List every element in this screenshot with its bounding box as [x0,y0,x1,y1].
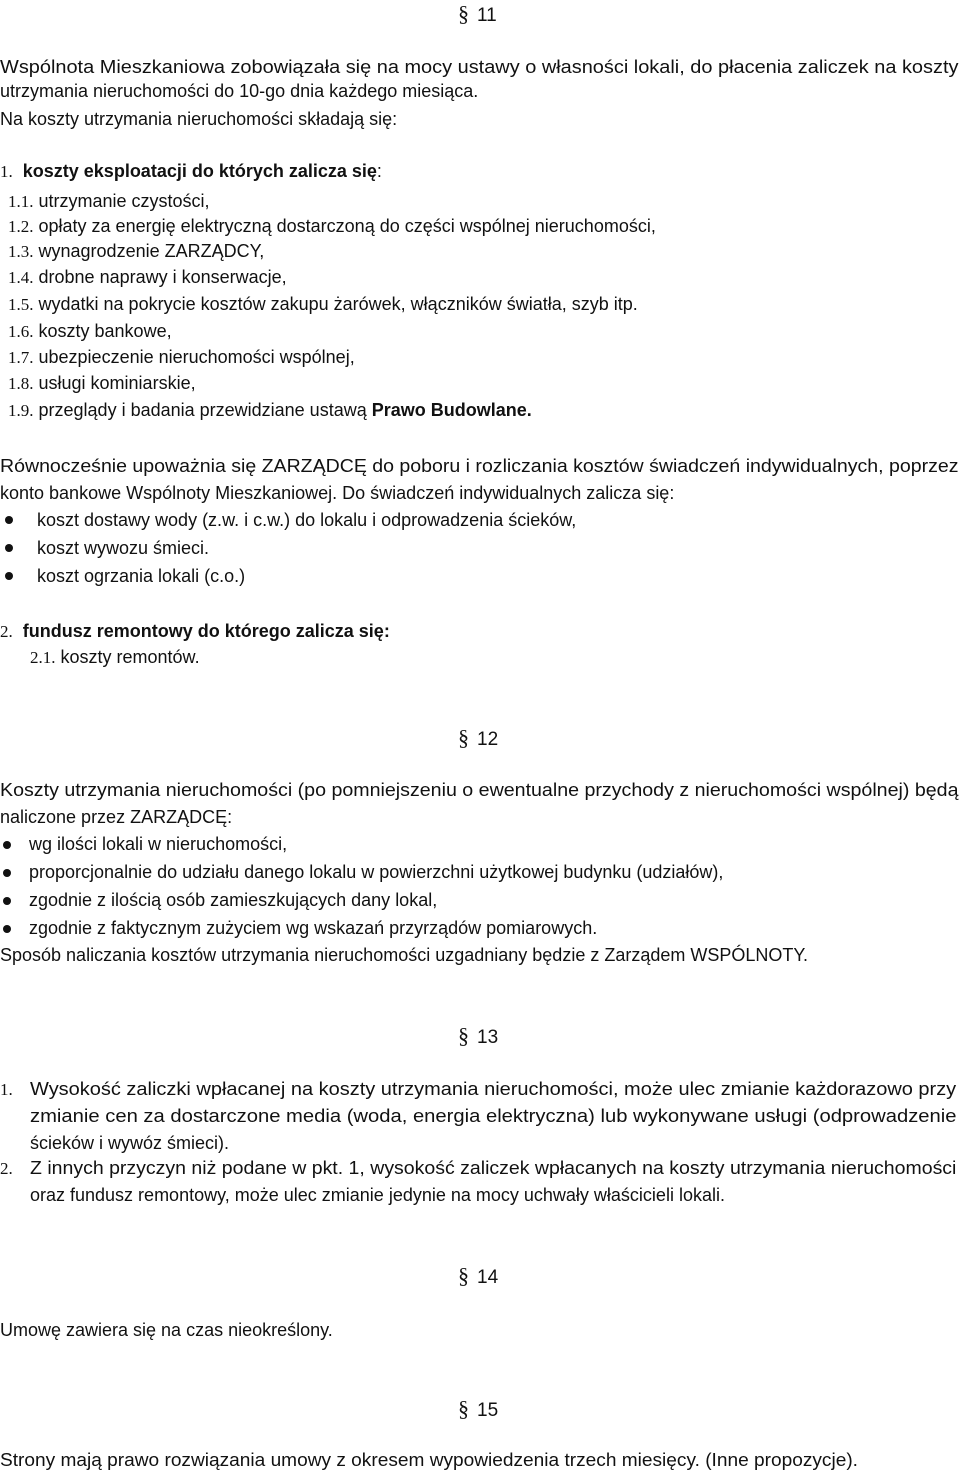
section-symbol: § [458,725,469,750]
s13-point-1-number: 1. [0,1080,13,1099]
section-13-heading [458,1024,498,1050]
s13-point-2-line-1: Z innych przyczyn niż podane w pkt. 1, wysokość zaliczek wpłacanych na koszty utrzymania nieruchomości [30,1158,957,1178]
sub-item [8,190,210,213]
sub-item-number: 1.1. [8,192,34,211]
s13-point-1-line-2: zmianie cen za dostarczone media (woda, energia elektryczna) lub wykonywane usługi (odprowadzenie [30,1106,957,1126]
bullet-icon [3,925,11,933]
sub-item-number: 1.7. [8,348,34,367]
sub-item-number: 1.8. [8,374,34,393]
s12-closing: Sposób naliczania kosztów utrzymania nieruchomości uzgadniany będzie z Zarządem WSPÓLNOTY. [0,945,809,965]
sub-item-text: drobne naprawy i konserwacje, [38,267,287,287]
section-14-heading [458,1264,498,1290]
sub-item [8,293,638,316]
sub-item [8,266,287,289]
sub-item [8,240,264,263]
s11-intro-line-3: Na koszty utrzymania nieruchomości składają się: [0,109,398,129]
law-name: Prawo Budowlane. [371,400,532,420]
s11-item-2 [0,620,390,643]
bullet-icon [5,572,13,580]
sub-item [8,320,172,343]
bullet-item: koszt wywozu śmieci. [37,538,210,558]
bullet-item: zgodnie z faktycznym zużyciem wg wskazań przyrządów pomiarowych. [29,918,598,938]
sub-item-number: 1.5. [8,295,34,314]
sub-item [8,399,532,422]
sub-item-text: przeglądy i badania przewidziane ustawą [38,400,367,420]
item-title: koszty eksploatacji do których zalicza się [22,161,377,181]
s13-point-1-line-1: Wysokość zaliczki wpłacanej na koszty utrzymania nieruchomości, może ulec zmianie każdorazowo przy [30,1079,957,1099]
sub-item-number: 1.6. [8,322,34,341]
item-title: fundusz remontowy do którego zalicza się: [22,621,390,641]
s11-intro-line-1: Wspólnota Mieszkaniowa zobowiązała się na mocy ustawy o własności lokali, do płacenia zaliczek na koszty [0,57,959,77]
section-number: 13 [477,1027,499,1048]
sub-item-text: opłaty za energię elektryczną dostarczoną do części wspólnej nieruchomości, [38,216,656,236]
s12-line-2: naliczone przez ZARZĄDCĘ: [0,807,233,827]
section-15-heading [458,1397,498,1423]
sub-item-text: koszty remontów. [60,647,200,667]
s11-item-2-sub [30,646,200,669]
section-11-heading [458,2,497,28]
s11-item-1 [0,160,382,183]
sub-item-text: wydatki na pokrycie kosztów zakupu żarówek, włączników światła, szyb itp. [38,294,638,314]
sub-item-number: 1.2. [8,217,34,236]
bullet-item: koszt dostawy wody (z.w. i c.w.) do lokalu i odprowadzenia ścieków, [37,510,577,530]
s15-text: Strony mają prawo rozwiązania umowy z okresem wypowiedzenia trzech miesięcy. (Inne propozycje). [0,1450,858,1470]
s11-intro-line-2: utrzymania nieruchomości do 10-go dnia każdego miesiąca. [0,81,479,101]
section-12-heading [458,726,498,752]
item-colon: : [376,161,382,181]
s11-para-line-1: Równocześnie upoważnia się ZARZĄDCĘ do poboru i rozliczania kosztów świadczeń indywidualnych, poprzez [0,456,959,476]
s13-point-1-line-3: ścieków i wywóz śmieci). [30,1133,230,1153]
sub-item-text: utrzymanie czystości, [38,191,210,211]
sub-item-number: 1.3. [8,242,34,261]
sub-item-text: usługi kominiarskie, [38,373,196,393]
sub-item [8,372,196,395]
s12-line-1: Koszty utrzymania nieruchomości (po pomniejszeniu o ewentualne przychody z nieruchomości wspólnej) będą [0,780,959,800]
sub-item-text: koszty bankowe, [38,321,172,341]
item-number: 1. [0,162,13,181]
section-number: 15 [477,1400,499,1421]
item-number: 2. [0,622,13,641]
bullet-item: proporcjonalnie do udziału danego lokalu w powierzchni użytkowej budynku (udziałów), [29,862,724,882]
section-symbol: § [458,1396,469,1421]
s13-point-2-line-2: oraz fundusz remontowy, może ulec zmianie jedynie na mocy uchwały właścicieli lokali. [30,1185,725,1205]
sub-item-number: 1.4. [8,268,34,287]
section-number: 12 [477,729,499,750]
section-number: 14 [477,1267,499,1288]
sub-item-text: ubezpieczenie nieruchomości wspólnej, [38,347,355,367]
sub-item-text: wynagrodzenie ZARZĄDCY, [38,241,265,261]
section-number: 11 [477,5,497,26]
bullet-icon [3,841,11,849]
section-symbol: § [458,1263,469,1288]
sub-item-number: 2.1. [30,648,56,667]
bullet-item: wg ilości lokali w nieruchomości, [29,834,288,854]
sub-item [8,215,656,238]
bullet-icon [3,869,11,877]
bullet-item: koszt ogrzania lokali (c.o.) [37,566,246,586]
sub-item [8,346,355,369]
s14-text: Umowę zawiera się na czas nieokreślony. [0,1320,333,1340]
s11-para-line-2: konto bankowe Wspólnoty Mieszkaniowej. Do świadczeń indywidualnych zalicza się: [0,483,675,503]
bullet-item: zgodnie z ilością osób zamieszkujących dany lokal, [29,890,438,910]
section-symbol: § [458,1023,469,1048]
bullet-icon [5,544,13,552]
bullet-icon [3,897,11,905]
s13-point-2-number: 2. [0,1159,13,1178]
section-symbol: § [458,1,469,26]
sub-item-number: 1.9. [8,401,34,420]
bullet-icon [5,516,13,524]
